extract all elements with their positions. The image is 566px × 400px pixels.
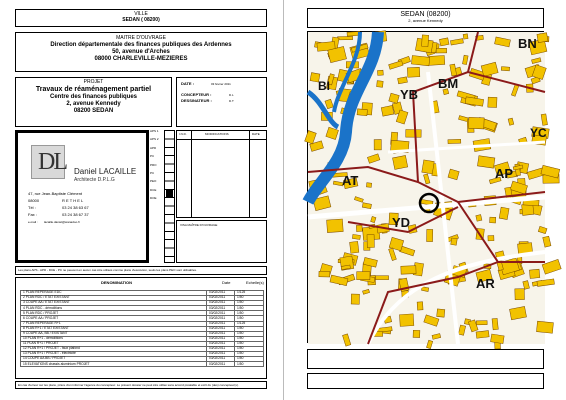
documents-box — [15, 277, 267, 379]
map-building — [350, 241, 359, 253]
modifications-rule — [249, 131, 250, 217]
document-name: 11 PLAN R+1 / PROJET — [21, 341, 207, 346]
map-building — [377, 81, 384, 88]
document-scale: 1/50 — [235, 301, 264, 306]
documents-header-scale: Echelle(s) — [246, 280, 264, 285]
modifications-col-date: DATE — [252, 132, 260, 136]
phase-label: APD — [150, 145, 157, 150]
modifications-col-mod: MODIFICATIONS — [205, 132, 229, 136]
modifications-rule — [191, 131, 192, 217]
projet-line-4: 08200 SEDAN — [73, 107, 114, 114]
maitre-ouvrage-line-1: Direction départementale des finances publiques des Ardennes — [50, 41, 232, 48]
document-scale: 1/125 — [235, 291, 264, 296]
map-title-box — [307, 8, 544, 28]
map-title: SEDAN (08200) — [400, 11, 451, 18]
ville-heading: VILLE — [134, 11, 148, 17]
document-date: 03/02/2011 — [207, 352, 235, 357]
document-name: 12 PLAN R+1 / PROJET - faux plafond — [21, 347, 207, 352]
map-zone-label: BI — [318, 79, 330, 93]
map-building — [468, 117, 484, 129]
map-zone-label: BM — [438, 76, 459, 91]
architect-logo — [31, 145, 65, 179]
phase-label: PC — [150, 170, 155, 175]
architect-city-code: 08000 — [28, 198, 40, 203]
document-name: 14 COUPE AA BB / PROJET — [21, 357, 207, 362]
document-date: 03/02/2011 — [207, 316, 235, 321]
map-building — [393, 155, 408, 169]
phase-checkboxes — [164, 130, 175, 263]
architect-card — [15, 130, 149, 263]
document-name: 15 ELEVATIONS chassis aluminium PROJET — [21, 362, 207, 367]
map-building — [501, 67, 509, 71]
map-zone-label: YD — [392, 215, 411, 230]
document-name: 5 PLAN RDC / PROJET — [21, 311, 207, 316]
maitre-ouvrage-line-2: 50, avenue d'Arches — [112, 48, 170, 55]
architect-email-label: e-mail : — [28, 220, 38, 224]
info-box — [176, 77, 267, 127]
document-date: 03/02/2011 — [207, 301, 235, 306]
concepteur-value: D.L — [229, 93, 234, 97]
document-name: 1 PLAN REPERAGE EDC — [21, 291, 207, 296]
ville-value: SEDAN ( 08200) — [122, 16, 160, 23]
map-building — [437, 309, 445, 317]
projet-line-1: Travaux de réaménagement partiel — [35, 85, 152, 93]
map-building — [476, 215, 482, 222]
documents-header-date: Date — [222, 280, 231, 285]
map-building — [422, 35, 429, 47]
document-name: 6 COUPE AA / PROJET — [21, 316, 207, 321]
right-sheet — [284, 0, 566, 400]
phase-label: PC — [150, 154, 155, 159]
document-row — [21, 362, 264, 367]
map-building — [476, 321, 487, 325]
map-caption-box — [307, 349, 544, 369]
map-building — [463, 34, 468, 39]
projet-heading: PROJET — [83, 79, 104, 85]
document-scale: 1/50 — [235, 341, 264, 346]
map-building — [327, 219, 344, 233]
map-zone-label: AR — [476, 276, 495, 291]
map-building — [428, 55, 445, 65]
document-scale: 1/50 — [235, 296, 264, 301]
modifications-box — [176, 130, 267, 218]
note-top: Les plans APS - APD - DCE - PC ne peuvent en aucun cas être utilisés comme plans d'exécution, seuls les plans PEO sont utilisables. — [15, 266, 267, 275]
document-scale: 1/50 — [235, 331, 264, 336]
map-building — [374, 140, 381, 150]
document-date: 03/02/2011 — [207, 296, 235, 301]
map-building — [401, 266, 416, 275]
phase-label: APS 2 — [150, 137, 159, 142]
map-zone-label: YC — [530, 126, 547, 140]
document-date: 03/02/2011 — [207, 331, 235, 336]
document-date: 03/02/2011 — [207, 347, 235, 352]
map-building — [406, 130, 421, 138]
map-building — [439, 38, 449, 46]
map-building — [413, 330, 420, 337]
document-scale: 1/50 — [235, 357, 264, 362]
document-name: 3 COUPE AA / ETAT EXISTANT — [21, 301, 207, 306]
map-building — [357, 109, 367, 116]
document-scale: 1/125 — [235, 321, 264, 326]
map-building — [357, 272, 370, 280]
date-label: DATE : — [181, 81, 195, 86]
document-date: 03/02/2011 — [207, 321, 235, 326]
projet-box — [15, 77, 172, 127]
map-building — [488, 97, 497, 107]
phase-label: PEO — [150, 179, 157, 184]
phase-label: PRO — [150, 162, 157, 167]
document-name: 10 PLAN R+1 - démolitions — [21, 336, 207, 341]
document-scale: 1/50 — [235, 362, 264, 367]
phase-label: DOE — [150, 196, 157, 201]
document-scale: 1/50 — [235, 326, 264, 331]
maitre-ouvrage-box — [15, 32, 267, 72]
visa-box — [176, 220, 267, 263]
map-building — [536, 321, 553, 333]
map-zone-label: BN — [518, 36, 537, 51]
document-name: 9 COUPE AA, BB / EXISTANT — [21, 331, 207, 336]
map-building — [407, 67, 420, 77]
document-name: 4 PLAN RDC - démolitions — [21, 306, 207, 311]
map-zone-label: AT — [342, 173, 359, 188]
map-building — [451, 238, 458, 245]
phases-column — [150, 130, 176, 263]
architect-fax-label: Fax : — [28, 212, 37, 217]
document-date: 03/02/2011 — [207, 306, 235, 311]
map-building — [490, 217, 496, 223]
documents-table — [20, 290, 264, 367]
document-date: 03/02/2011 — [207, 341, 235, 346]
architect-tel-label: Tél : — [28, 205, 36, 210]
projet-line-2: Centre des finances publiques — [49, 93, 138, 100]
architect-title: Architecte D.P.L.G — [74, 177, 115, 183]
map-building — [515, 289, 525, 300]
architect-tel: 03 24 38 63 67 — [62, 205, 89, 210]
map-building — [352, 234, 360, 239]
map-building — [422, 160, 434, 174]
phase-label: APS 1 — [150, 129, 159, 133]
documents-header-denomination: DENOMINATION — [101, 280, 133, 285]
phases-labels — [150, 130, 164, 206]
map-building — [411, 56, 429, 66]
map-svg — [308, 32, 545, 344]
architect-address: 47, rue Jean-Baptiste Clément — [28, 191, 83, 196]
map-footer-box — [307, 373, 544, 389]
map-building — [375, 276, 388, 280]
document-scale: 1/50 — [235, 306, 264, 311]
document-scale: 1/50 — [235, 352, 264, 357]
map-subtitle: 2, avenue Kennedy — [408, 18, 443, 23]
architect-city: R E T H E L — [62, 198, 84, 203]
document-name: 7 PLAN REPERAGE R+1 — [21, 321, 207, 326]
visa-label: VISA MAÎTRE D'OUVRAGE — [180, 223, 218, 227]
architect-fax: 03 24 38 67 37 — [62, 212, 89, 217]
phase-label: DCE — [150, 187, 157, 192]
document-scale: 1/50 — [235, 316, 264, 321]
document-scale: 1/50 — [235, 347, 264, 352]
location-map — [307, 31, 547, 343]
map-building — [319, 271, 330, 277]
architect-email: lacaille.daniel@wanadoo.fr — [44, 220, 80, 224]
map-building — [476, 331, 489, 339]
document-date: 03/02/2011 — [207, 291, 235, 296]
projet-line-3: 2, avenue Kennedy — [66, 100, 121, 107]
maitre-ouvrage-line-3: 08000 CHARLEVILLE-MEZIERES — [94, 55, 188, 62]
document-scale: 1/50 — [235, 311, 264, 316]
ville-box — [15, 9, 267, 27]
map-zone-label: YB — [400, 87, 419, 102]
map-building — [367, 235, 374, 248]
document-date: 03/02/2011 — [207, 362, 235, 367]
document-date: 03/02/2011 — [207, 326, 235, 331]
note-bottom: En cas d'erreur sur les plans, prière d'en informer l'agence du concepteur. Le présent dossier ne peut être utilisé sans accord préalable et écrit du (des) concepteur(s). — [15, 381, 267, 389]
document-date: 03/02/2011 — [207, 336, 235, 341]
map-building — [537, 33, 548, 43]
map-building — [499, 207, 509, 219]
map-building — [381, 105, 394, 116]
document-date: 03/02/2011 — [207, 311, 235, 316]
map-zone-label: AP — [495, 166, 514, 181]
map-building — [488, 235, 494, 240]
map-building — [338, 36, 353, 40]
map-building — [377, 70, 383, 75]
modifications-col-ind: I.N.D. — [179, 132, 187, 136]
map-building — [448, 139, 461, 143]
map-building — [351, 294, 359, 304]
document-date: 03/02/2011 — [207, 357, 235, 362]
document-scale: 1/50 — [235, 336, 264, 341]
map-building — [366, 183, 371, 188]
dessinateur-value: D.T — [229, 99, 234, 103]
document-name: 2 PLAN RDC / ETAT EXISTANT — [21, 296, 207, 301]
map-building — [492, 318, 498, 329]
document-name: 8 PLAN R+1 / ETAT EXISTANT — [21, 326, 207, 331]
date-value: 03 février 2011 — [211, 82, 231, 86]
map-building — [356, 225, 362, 231]
map-building — [529, 269, 539, 278]
map-building — [400, 314, 414, 326]
maitre-ouvrage-heading: MAITRE D'OUVRAGE — [116, 35, 166, 41]
map-building — [427, 229, 433, 241]
document-name: 13 PLAN R+1 / PROJET - électricité — [21, 352, 207, 357]
architect-logo-letters: DL — [38, 149, 66, 175]
phase-dce-mark — [166, 190, 173, 197]
concepteur-label: CONCEPTEUR : — [181, 92, 212, 97]
map-building — [491, 334, 505, 344]
map-building — [417, 302, 423, 310]
map-building — [436, 48, 447, 53]
dessinateur-label: DESSINATEUR : — [181, 98, 212, 103]
map-building — [477, 156, 495, 169]
architect-name: Daniel LACAILLE — [74, 167, 137, 176]
